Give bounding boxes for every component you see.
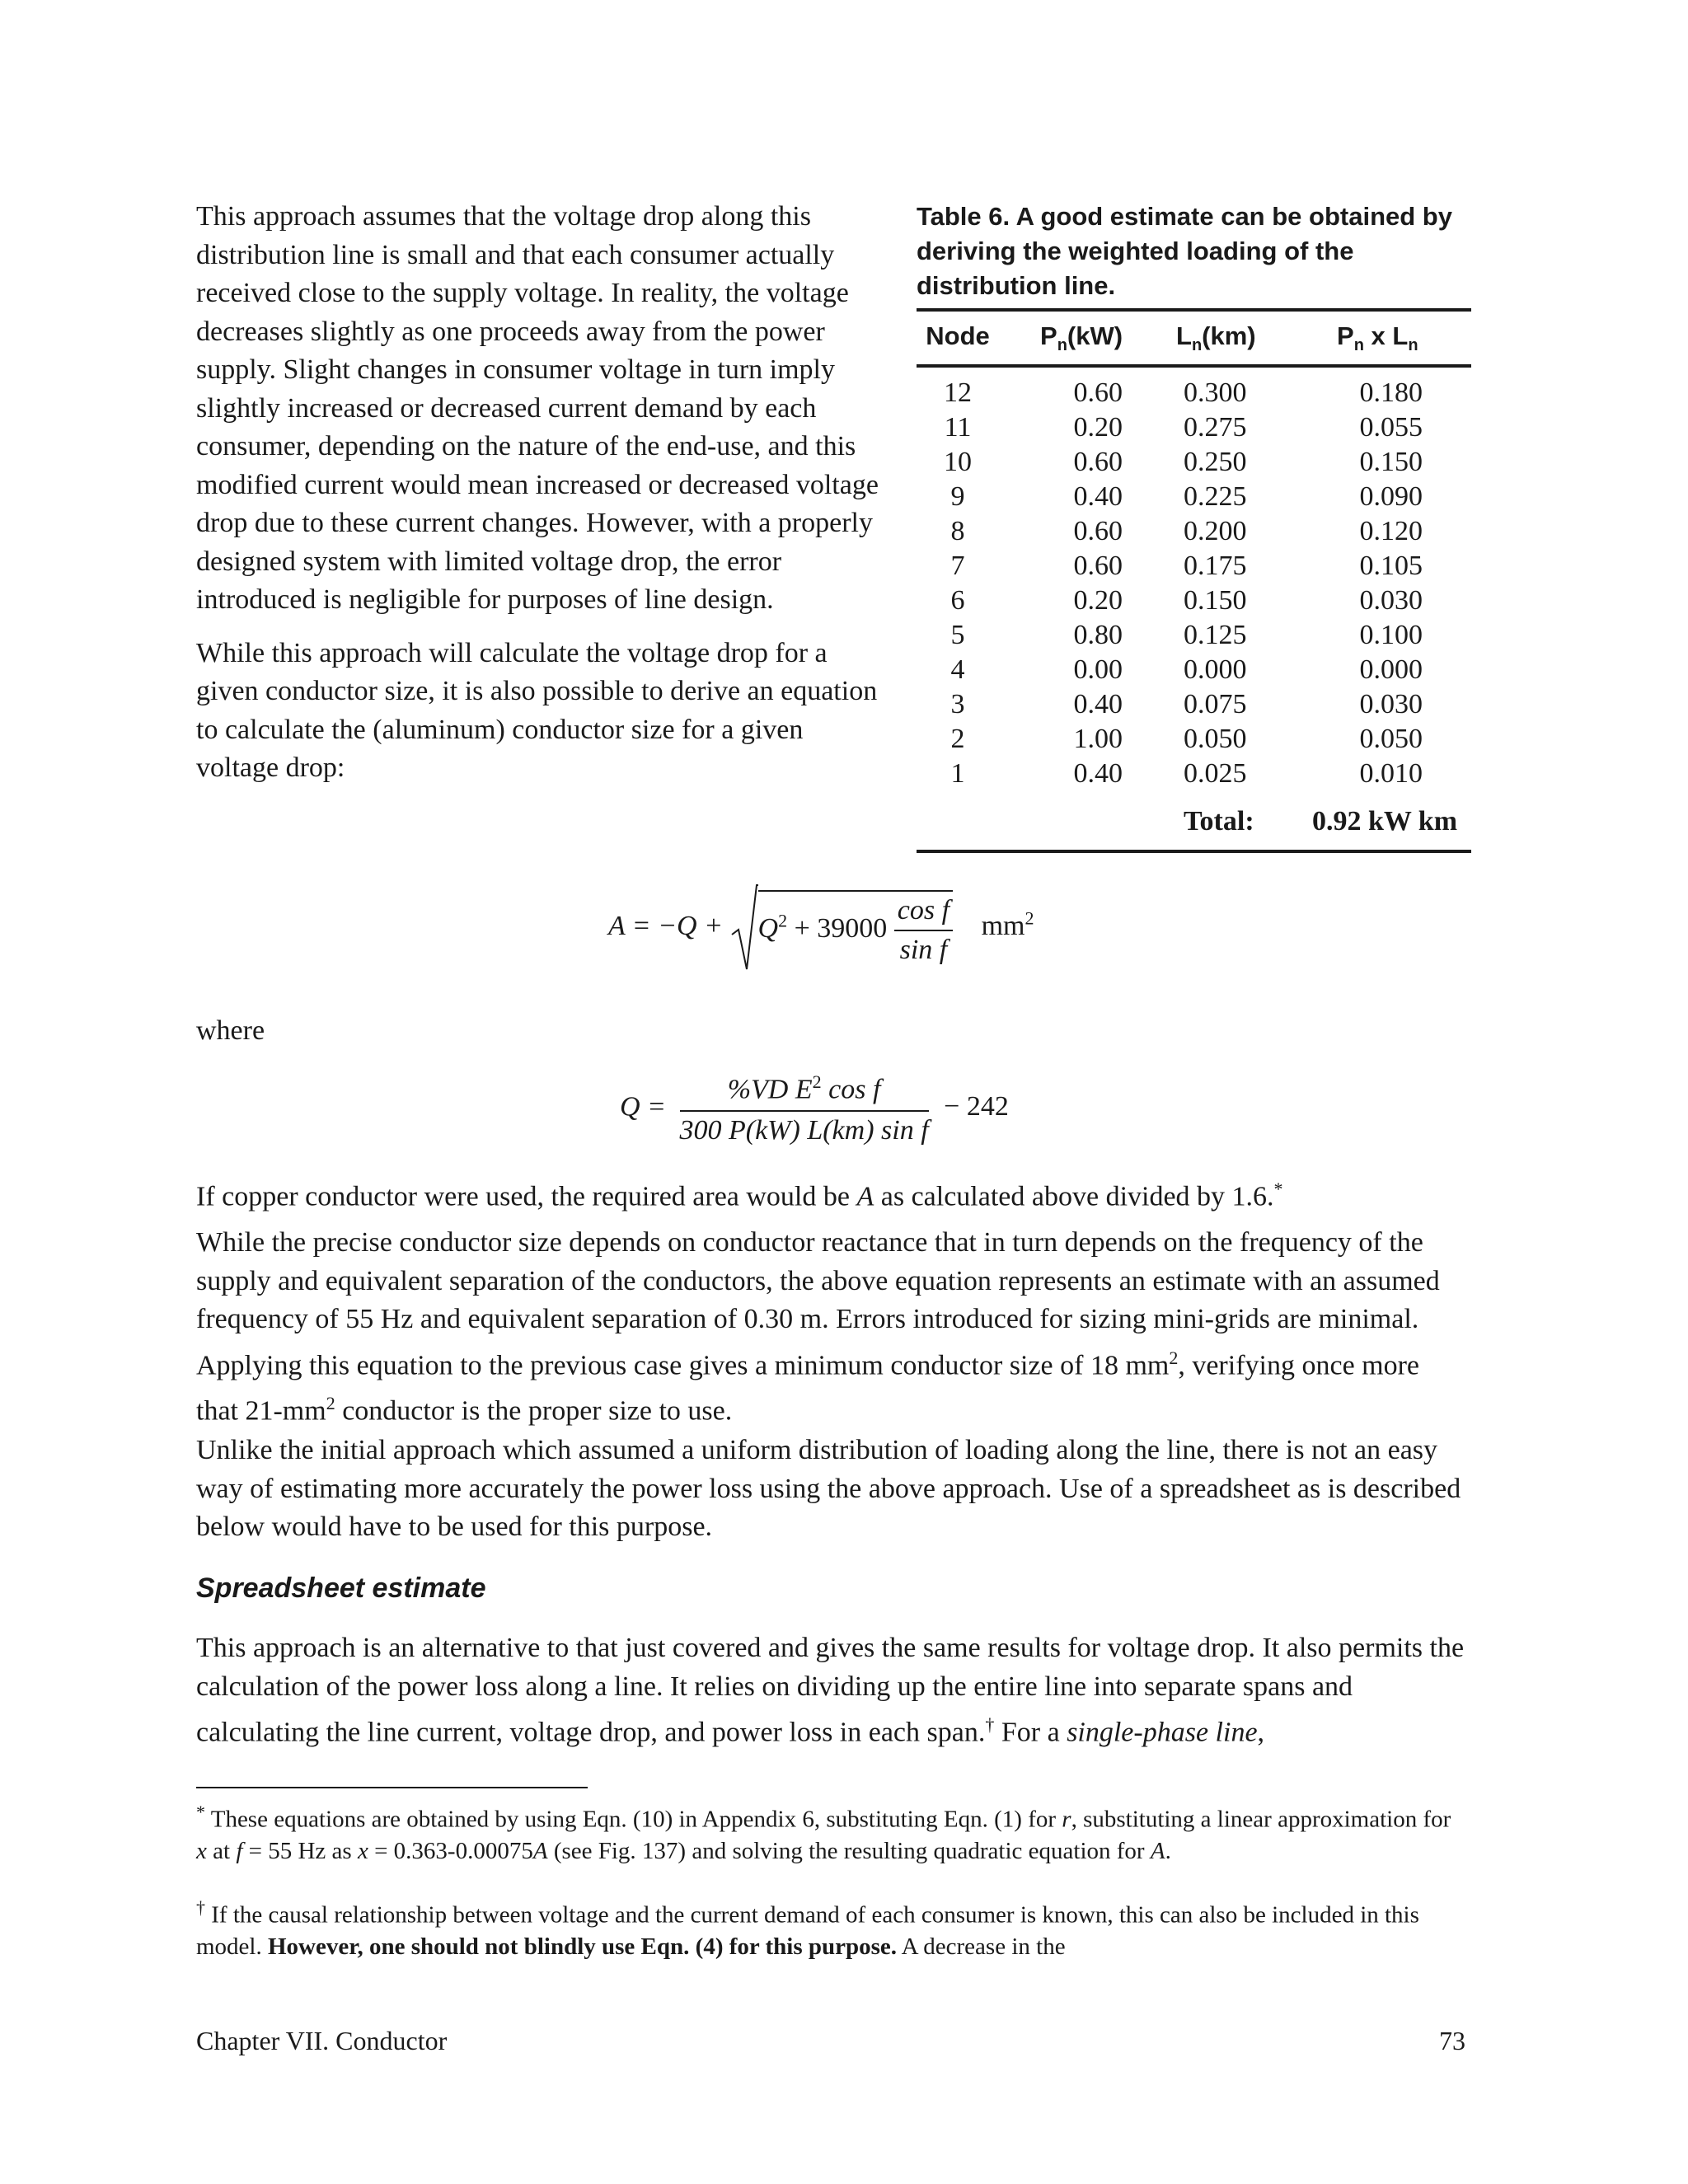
footnote-rule	[196, 1787, 588, 1788]
eq2-num: %VD E	[727, 1074, 813, 1105]
paragraph-spreadsheet: This approach is an alternative to that just covered and gives the same results for voltage drop. It also permits the calculation of the power loss along a line. It relies on dividing up the entire line into separate spans and calculating the line current, voltage drop, and power loss in each span.† For a single-phase line,	[196, 1633, 1465, 1748]
footnote-1: * These equations are obtained by using Eqn. (10) in Appendix 6, substituting Eqn. (1) for r, substituting a linear approximation for x at f = 55 Hz as x = 0.363-0.00075A (see Fig. 137) and solving the resulting quadratic equation for A.	[196, 1802, 1451, 1864]
total-value: 0.92 kW km	[1312, 806, 1458, 837]
table-row: 4 0.00 0.000 0.000	[950, 654, 1423, 685]
section-heading: Spreadsheet estimate	[196, 1572, 486, 1604]
table-row: 2 1.00 0.050 0.050	[950, 724, 1423, 754]
table-bottom-rule	[917, 850, 1471, 853]
table-row: 11 0.20 0.275 0.055	[944, 412, 1423, 443]
table-row: 1 0.40 0.025 0.010	[950, 758, 1423, 789]
total-label: Total:	[1184, 806, 1254, 837]
equation-q: Q = $\frac{\%VD E^2 \cos f}{\text{300 P(kW) L(km) sin f}}$ − 242	[620, 1071, 1009, 1146]
where-label: where	[196, 1015, 265, 1046]
eq1-unit: mm	[981, 910, 1025, 941]
table-row: 3 0.40 0.075 0.030	[950, 689, 1423, 719]
paragraph-copper: If copper conductor were used, the required area would be A as calculated above divided by 1.6.*	[196, 1179, 1283, 1212]
eq1-q: Q	[757, 912, 779, 944]
table-row: 7 0.60 0.175 0.105	[950, 551, 1423, 581]
eq1-den: sin f	[899, 935, 948, 965]
eq1-num: cos f	[894, 895, 953, 931]
left-column	[196, 198, 880, 803]
eq2-lhs: Q =	[620, 1091, 666, 1122]
paragraph-derive: While this approach will calculate the voltage drop for a given conductor size, it is also possible to derive an equation to calculate the (aluminum) conductor size for a given voltage drop:	[196, 637, 878, 783]
eq2-tail: − 242	[944, 1091, 1009, 1122]
eq1-const: + 39000	[794, 912, 888, 944]
header-node: Node	[926, 321, 990, 350]
eq2-num-cos: cos f	[828, 1074, 881, 1105]
table-row: 9 0.40 0.225 0.090	[950, 481, 1423, 512]
table-row: 12 0.60 0.300 0.180	[944, 377, 1423, 408]
header-pnln: $P_n$ x $L_n$	[1337, 321, 1418, 355]
eq1-lhs: A = −Q +	[608, 910, 724, 941]
equation-area: A = −Q + $Q^2 + 39000$ $\frac{\text{cos f}}{\text{sin f}}$ $mm^2$	[608, 890, 1034, 966]
paragraph-approach: This approach assumes that the voltage drop along this distribution line is small and that each consumer actually received close to the supply voltage. In reality, the voltage decreases slightly as one proceeds away from the power supply. Slight changes in consumer voltage in turn imply slightly increased or decreased current demand by each consumer, depending on the nature of the end-use, and this modified current would mean increased or decreased voltage drop due to these current changes. However, with a properly designed system with limited voltage drop, the error introduced is negligible for purposes of line design.	[196, 201, 879, 615]
table-row: 8 0.60 0.200 0.120	[950, 516, 1423, 546]
sqrt-radical-icon	[730, 883, 758, 974]
paragraph-precise: While the precise conductor size depends on conductor reactance that in turn depends on the frequency of the supply and equivalent separation of the conductors, the above equation represents an estimate with an assumed frequency of 55 Hz and equivalent separation of 0.30 m. Errors introduced for sizing mini-grids are minimal. Applying this equation to the previous case gives a minimum conductor size of 18 $mm^2$, verifying once more that $21-mm^2$ conductor is the proper size to use.	[196, 1227, 1440, 1427]
table-body	[917, 368, 1471, 850]
footer-chapter: Chapter VII. Conductor	[196, 2026, 448, 2055]
footnote-2: † If the causal relationship between voltage and the current demand of each consumer is known, this can also be included in this model. However, one should not blindly use Eqn. (4) for this purpose. A decrease in the	[196, 1897, 1419, 1960]
table-header-row	[917, 312, 1471, 364]
table-row: 5 0.80 0.125 0.100	[950, 620, 1423, 650]
page-number: 73	[1439, 2026, 1465, 2055]
header-pn: $P_n(kW)$	[1040, 321, 1123, 355]
table-row: 10 0.60 0.250 0.150	[944, 447, 1423, 477]
header-ln: $L_n(km)$	[1176, 321, 1256, 355]
eq2-den: 300 P(kW) L(km) sin f	[679, 1115, 929, 1146]
table-6	[917, 199, 1471, 853]
table-row: 6 0.20 0.150 0.030	[950, 585, 1423, 616]
eq1-sqrt: $Q^2 + 39000$ $\frac{\text{cos f}}{\text{sin f}}$	[730, 890, 954, 966]
table-caption: Table 6. A good estimate can be obtained by deriving the weighted loading of the distribution line.	[917, 202, 1452, 300]
paragraph-unlike: Unlike the initial approach which assumed a uniform distribution of loading along the line, there is not an easy way of estimating more accurately the power loss using the above approach. Use of a spreadsheet as is described below would have to be used for this purpose.	[196, 1435, 1461, 1542]
